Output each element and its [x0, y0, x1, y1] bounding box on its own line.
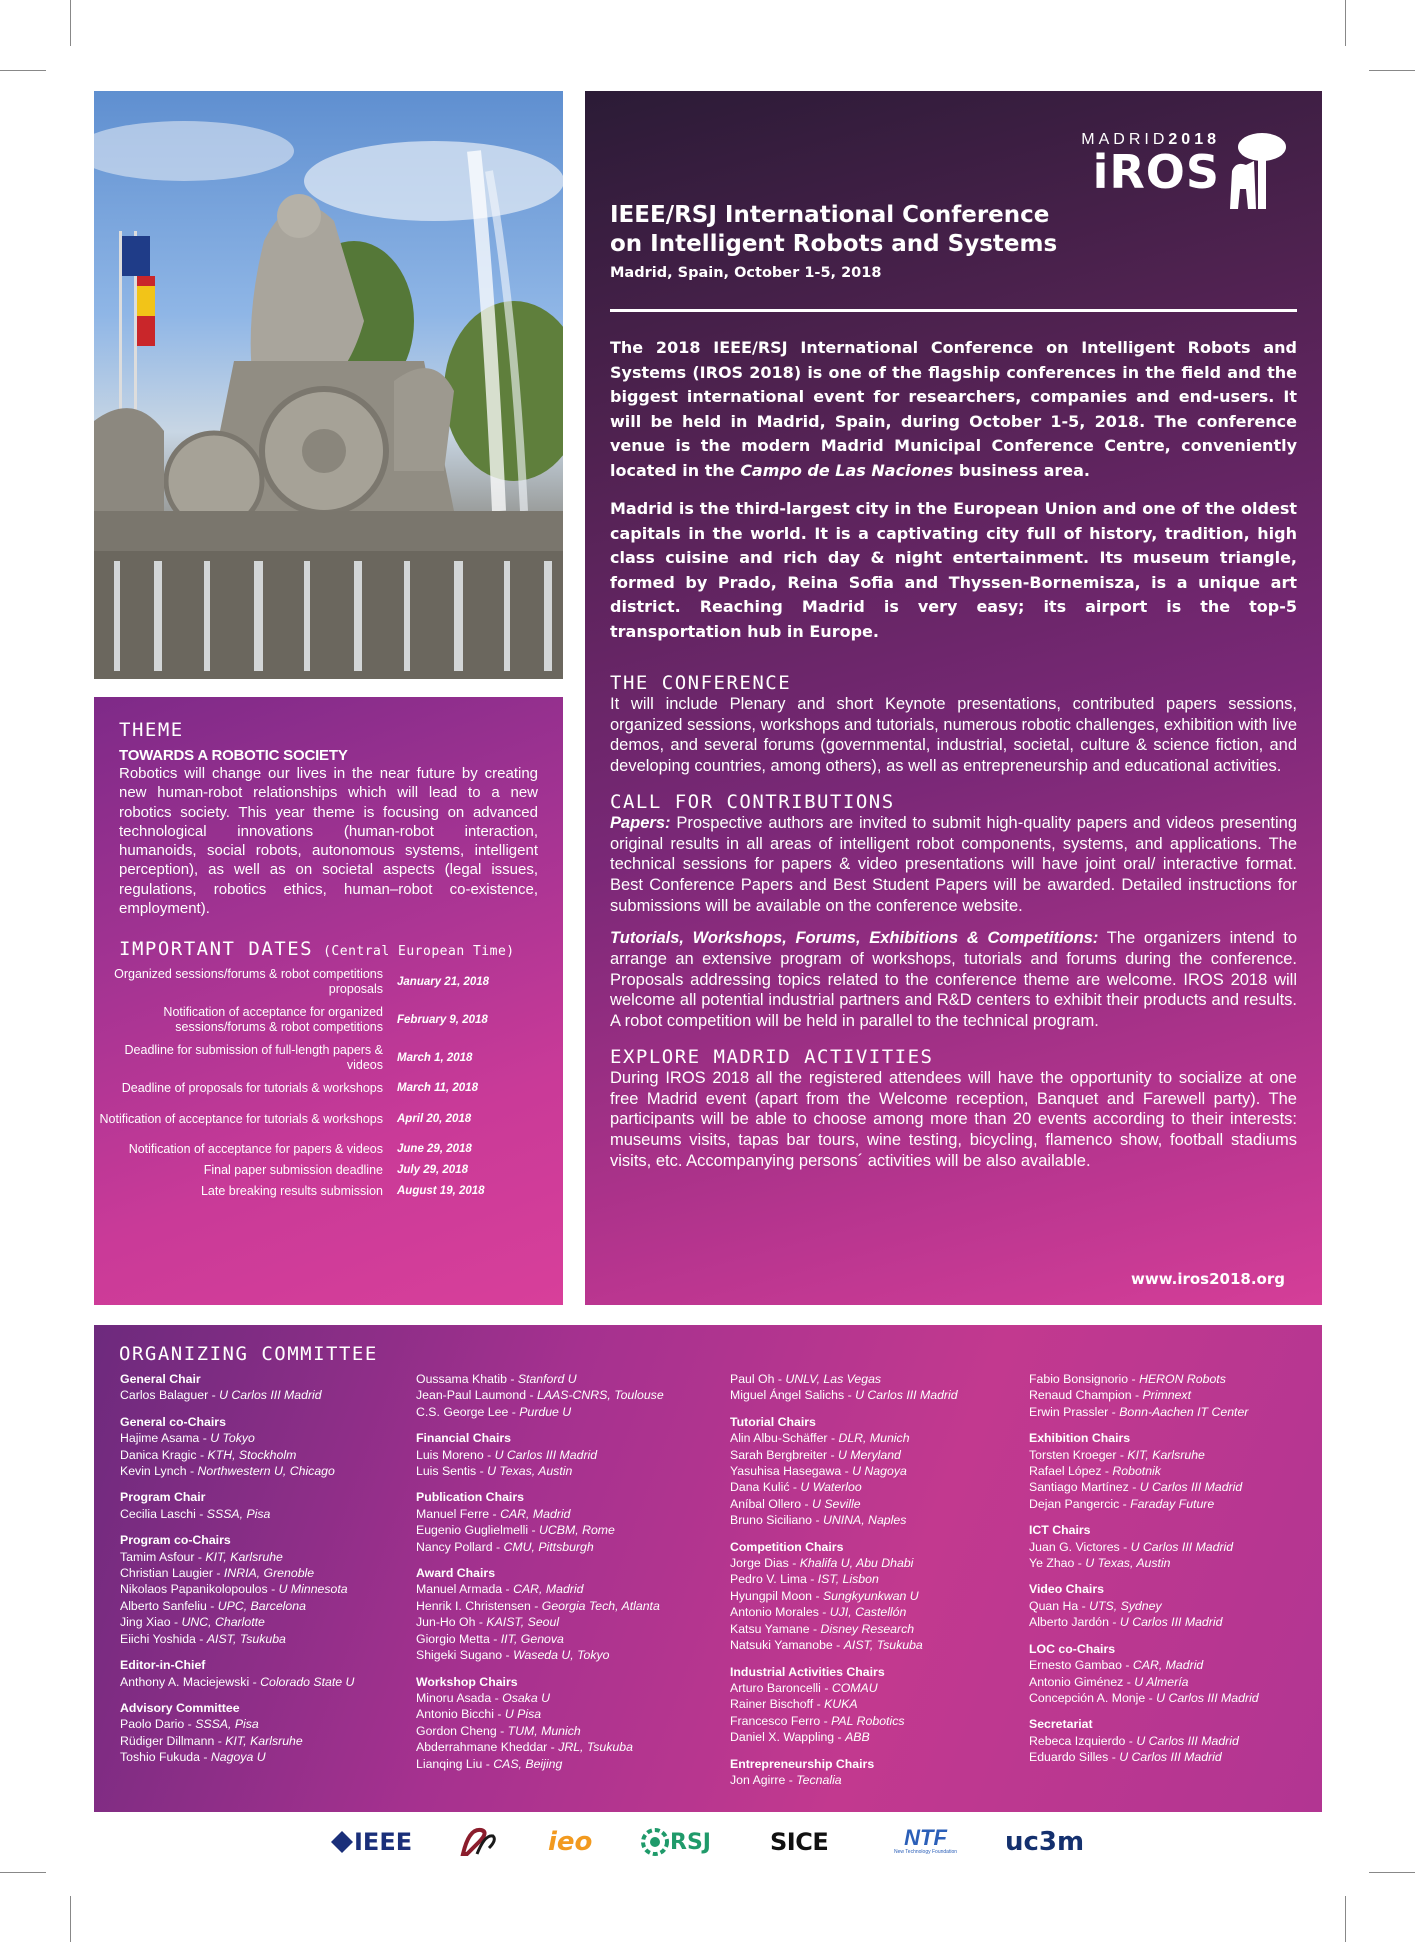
committee-member: Yasuhisa Hasegawa - U Nagoya [730, 1464, 907, 1479]
madrid-heading: EXPLORE MADRID ACTIVITIES [610, 1045, 934, 1068]
date-value: April 20, 2018 [397, 1112, 472, 1125]
crop-mark [70, 0, 71, 46]
date-value: January 21, 2018 [397, 975, 490, 988]
date-label: Deadline of proposals for tutorials & workshops [121, 1081, 383, 1096]
committee-role: General co-Chairs [120, 1414, 226, 1429]
committee-member: Toshio Fukuda - Nagoya U [120, 1750, 266, 1765]
ieee-diamond-icon [330, 1830, 354, 1854]
committee-member: Antonio Giménez - U Almería [1029, 1674, 1189, 1689]
sponsor-logos [0, 1822, 1415, 1862]
date-value: February 9, 2018 [397, 1013, 488, 1026]
date-row [94, 1183, 538, 1199]
committee-member: Eugenio Guglielmelli - UCBM, Rome [416, 1523, 615, 1538]
ntf-logo: NTF New Technology Foundation [894, 1825, 958, 1855]
committee-member: Rafael López - Robotnik [1029, 1464, 1161, 1479]
committee-member: Francesco Ferro - PAL Robotics [730, 1713, 905, 1728]
conference-heading: THE CONFERENCE [610, 672, 792, 694]
committee-role: Entrepreneurship Chairs [730, 1756, 875, 1771]
date-row [94, 1162, 538, 1178]
date-value: July 29, 2018 [397, 1164, 468, 1177]
crop-mark [0, 1872, 46, 1873]
committee-member: Alin Albu-Schäffer - DLR, Munich [730, 1431, 910, 1446]
committee-member: Fabio Bonsignorio - HERON Robots [1029, 1372, 1226, 1386]
committee-role: Financial Chairs [416, 1431, 511, 1446]
committee-member: Nikolaos Papanikolopoulos - U Minnesota [120, 1582, 348, 1597]
committee-member: Cecilia Laschi - SSSA, Pisa [120, 1506, 271, 1521]
cibeles-fountain-photo [94, 91, 563, 679]
date-row [94, 1080, 538, 1096]
crop-mark [1369, 70, 1415, 71]
committee-member: Tamim Asfour - KIT, Karlsruhe [120, 1549, 283, 1564]
ieo-logo: ieo [548, 1827, 593, 1857]
committee-member: Katsu Yamane - Disney Research [730, 1621, 915, 1636]
committee-member: Bruno Siciliano - UNINA, Naples [730, 1513, 907, 1528]
committee-member: Paul Oh - UNLV, Las Vegas [730, 1372, 882, 1386]
committee-member: Hajime Asama - U Tokyo [120, 1431, 255, 1446]
committee-role: Publication Chairs [416, 1490, 524, 1505]
committee-member: Rainer Bischoff - KUKA [730, 1697, 858, 1712]
committee-member: Dejan Pangercic - Faraday Future [1029, 1496, 1215, 1511]
logo-city: MADRID [1081, 131, 1169, 148]
ieee-logo: IEEE [330, 1822, 412, 1862]
committee-member: Eiichi Yoshida - AIST, Tsukuba [120, 1631, 286, 1646]
committee-heading: ORGANIZING COMMITTEE [119, 1343, 378, 1365]
date-label: Final paper submission deadline [203, 1163, 383, 1178]
date-label: Organized sessions/forums & robot competitions proposals [114, 967, 383, 996]
papers-paragraph: Papers: Prospective authors are invited to submit high-quality papers and videos presenting original results in all areas of intelligent robot components, systems, and applications. The technical sessions for papers & video presentations will have joint oral/ interactive format. Best Conference Papers and Best Student Papers will be awarded. Detailed instructions for submissions will be available on the conference website. [610, 813, 1297, 915]
theme-dates-panel [94, 697, 563, 1305]
date-row [94, 1103, 538, 1134]
rsj-gear-icon [640, 1827, 670, 1857]
conference-text: It will include Plenary and short Keynote presentations, contributed papers sessions, organized sessions, workshops and tutorials, numerous robotic challenges, exhibition with live demos, and several forums (governmental, industrial, societal, culture & science fiction, and developing countries, among others), as well as entrepreneurship and educational activities. [610, 695, 1297, 776]
committee-member: Danica Kragic - KTH, Stockholm [120, 1447, 297, 1462]
committee-role: Workshop Chairs [416, 1674, 518, 1689]
logo-year: 2018 [1168, 131, 1220, 148]
date-label: Notification of acceptance for tutorials & workshops [99, 1111, 383, 1126]
main-panel [585, 91, 1322, 1305]
crop-mark [1345, 0, 1346, 46]
committee-member: Antonio Bicchi - U Pisa [416, 1707, 542, 1722]
crop-mark [1345, 1896, 1346, 1942]
date-row [94, 1004, 538, 1035]
committee-member: Jon Agirre - Tecnalia [730, 1772, 842, 1787]
title-line-2: on Intelligent Robots and Systems [610, 231, 1058, 257]
intro-paragraph-1: The 2018 IEEE/RSJ International Conference on Intelligent Robots and Systems (IROS 2018) is one of the flagship conferences in the field and the biggest international event for researchers, companies and end-users. It will be held in Madrid, Spain, during October 1-5, 2018. The conference venue is the modern Madrid Municipal Conference Centre, conveniently located in the Campo de Las Naciones business area. [610, 338, 1297, 480]
committee-member: Arturo Baroncelli - COMAU [730, 1680, 878, 1695]
committee-column-1 [120, 1371, 420, 1766]
committee-member: Luis Moreno - U Carlos III Madrid [416, 1447, 598, 1462]
crop-mark [70, 1896, 71, 1942]
date-label: Notification of acceptance for organized sessions/forums & robot competitions [163, 1005, 383, 1034]
dates-timezone-note: (Central European Time) [323, 944, 515, 960]
committee-member: Torsten Kroeger - KIT, Karlsruhe [1029, 1447, 1205, 1462]
committee-member: Paolo Dario - SSSA, Pisa [120, 1717, 259, 1732]
ras-icon [459, 1824, 499, 1860]
committee-role: ICT Chairs [1029, 1523, 1091, 1538]
committee-member: Dana Kulić - U Waterloo [730, 1480, 862, 1495]
committee-member: Alberto Sanfeliu - UPC, Barcelona [120, 1598, 306, 1613]
committee-member: Ye Zhao - U Texas, Austin [1029, 1556, 1171, 1571]
committee-role: Industrial Activities Chairs [730, 1664, 885, 1679]
committee-member: Jing Xiao - UNC, Charlotte [120, 1615, 265, 1630]
committee-role: Program Chair [120, 1490, 206, 1505]
date-row [94, 1141, 538, 1157]
date-value: June 29, 2018 [397, 1143, 472, 1156]
date-value: March 1, 2018 [397, 1051, 473, 1064]
madrid-text: During IROS 2018 all the registered attendees will have the opportunity to socialize at one free Madrid event (apart from the Welcome reception, Banquet and Farewell party). The participants will be able to choose among more than 20 events according to their interests: museums visits, tapas bar tours, wine testing, bicycling, flamenco show, football stadiums visits, etc. Accompanying persons´ activities will be also available. [610, 1068, 1297, 1170]
committee-column-4 [1029, 1371, 1329, 1766]
committee-member: Ernesto Gambao - CAR, Madrid [1029, 1658, 1204, 1673]
committee-role: LOC co-Chairs [1029, 1641, 1116, 1656]
uc3m-logo: uc3m [1005, 1827, 1085, 1857]
committee-member: Jorge Dias - Khalifa U, Abu Dhabi [730, 1556, 914, 1571]
committee-role: Tutorial Chairs [730, 1414, 816, 1429]
committee-member: Natsuki Yamanobe - AIST, Tsukuba [730, 1638, 923, 1653]
committee-role: Award Chairs [416, 1566, 496, 1581]
committee-member: Henrik I. Christensen - Georgia Tech, Atlanta [416, 1598, 660, 1613]
conference-subtitle: Madrid, Spain, October 1-5, 2018 [610, 265, 882, 281]
committee-member: Manuel Armada - CAR, Madrid [416, 1582, 584, 1597]
committee-member: Gordon Cheng - TUM, Munich [416, 1723, 581, 1738]
committee-member: Lianqing Liu - CAS, Beijing [416, 1756, 563, 1771]
committee-member: Alberto Jardón - U Carlos III Madrid [1029, 1615, 1223, 1630]
bear-tree-icon [1224, 131, 1294, 211]
committee-member: Minoru Asada - Osaka U [416, 1690, 550, 1705]
crop-mark [0, 70, 46, 71]
committee-member: Giorgio Metta - IIT, Genova [416, 1631, 564, 1646]
rsj-logo: RSJ [640, 1822, 711, 1862]
committee-member: Rebeca Izquierdo - U Carlos III Madrid [1029, 1733, 1239, 1748]
committee-role: Exhibition Chairs [1029, 1431, 1131, 1446]
committee-role: Competition Chairs [730, 1539, 844, 1554]
committee-member: Santiago Martínez - U Carlos III Madrid [1029, 1480, 1243, 1495]
date-label: Deadline for submission of full-length papers & videos [124, 1043, 383, 1072]
dates-list [99, 966, 538, 1199]
dates-heading: IMPORTANT DATES [119, 938, 314, 961]
committee-member: Renaud Champion - Primnext [1029, 1388, 1191, 1403]
date-label: Notification of acceptance for papers & videos [128, 1142, 383, 1157]
committee-member: Erwin Prassler - Bonn-Aachen IT Center [1029, 1404, 1249, 1419]
committee-member: Kevin Lynch - Northwestern U, Chicago [120, 1464, 335, 1479]
logo-name: iROS [1092, 145, 1220, 199]
committee-member: Carlos Balaguer - U Carlos III Madrid [120, 1388, 322, 1403]
committee-member: Eduardo Silles - U Carlos III Madrid [1029, 1750, 1222, 1765]
title-line-1: IEEE/RSJ International Conference [610, 202, 1050, 228]
committee-member: Aníbal Ollero - U Seville [730, 1496, 861, 1511]
intro-paragraph-2: Madrid is the third-largest city in the European Union and one of the oldest capitals in the world. It is a captivating city full of history, tradition, high class cuisine and rich day & night entertainment. Its museum triangle, formed by Prado, Reina Sofia and Thyssen-Bornemisza, is a unique art district. Reaching Madrid is very easy; its airport is the top-5 transportation hub in Europe. [610, 499, 1297, 641]
committee-role: Program co-Chairs [120, 1533, 231, 1548]
iros-logo [1081, 131, 1294, 211]
date-label: Late breaking results submission [200, 1184, 383, 1199]
committee-member: Abderrahmane Kheddar - JRL, Tsukuba [416, 1740, 633, 1755]
date-row [94, 966, 538, 997]
committee-member: Jean-Paul Laumond - LAAS-CNRS, Toulouse [416, 1388, 664, 1403]
campo-naciones-em: Campo de Las Naciones [740, 460, 954, 480]
committee-member: Nancy Pollard - CMU, Pittsburgh [416, 1539, 594, 1554]
committee-role: Editor-in-Chief [120, 1658, 206, 1673]
committee-role: Secretariat [1029, 1717, 1093, 1732]
date-value: March 11, 2018 [397, 1082, 478, 1095]
organizing-committee-panel [94, 1325, 1322, 1812]
committee-member: Manuel Ferre - CAR, Madrid [416, 1506, 571, 1521]
committee-column-3 [730, 1371, 1030, 1788]
committee-member: Miguel Ángel Salichs - U Carlos III Madrid [730, 1388, 958, 1403]
committee-member: Concepción A. Monje - U Carlos III Madrid [1029, 1690, 1259, 1705]
committee-member: Daniel X. Wappling - ABB [730, 1730, 870, 1745]
theme-text: Robotics will change our lives in the near future by creating new human-robot relationships which will lead to a new robotics society. This year theme is focusing on advanced technological innovations (human-robot interaction, humanoids, social robots, autonomous systems, intelligent perception), as well as on societal aspects (legal issues, regulations, robotics ethics, human–robot co-existence, employment). [119, 765, 538, 918]
committee-member: Pedro V. Lima - IST, Lisbon [730, 1572, 879, 1587]
committee-role: Video Chairs [1029, 1582, 1104, 1597]
theme-subheading: TOWARDS A ROBOTIC SOCIETY [119, 747, 348, 764]
committee-member: Rüdiger Dillmann - KIT, Karlsruhe [120, 1733, 303, 1748]
website-link[interactable]: www.iros2018.org [1131, 1270, 1285, 1288]
committee-member: Shigeki Sugano - Waseda U, Tokyo [416, 1648, 610, 1663]
date-value: August 19, 2018 [397, 1185, 485, 1198]
sice-logo: SICE [770, 1828, 829, 1856]
committee-member: Anthony A. Maciejewski - Colorado State U [120, 1674, 355, 1689]
committee-member: Juan G. Victores - U Carlos III Madrid [1029, 1539, 1234, 1554]
committee-member: Sarah Bergbreiter - U Meryland [730, 1447, 901, 1462]
tutorials-label: Tutorials, Workshops, Forums, Exhibitions & Competitions: [610, 929, 1099, 948]
ras-logo [459, 1822, 499, 1862]
papers-label: Papers: [610, 813, 671, 832]
committee-member: Luis Sentis - U Texas, Austin [416, 1464, 573, 1479]
committee-member: Oussama Khatib - Stanford U [416, 1372, 577, 1386]
crop-mark [1369, 1872, 1415, 1873]
committee-role: General Chair [120, 1372, 201, 1386]
theme-heading: THEME [119, 719, 184, 741]
committee-member: Jun-Ho Oh - KAIST, Seoul [416, 1615, 560, 1630]
contributions-heading: CALL FOR CONTRIBUTIONS [610, 790, 895, 813]
committee-member: C.S. George Lee - Purdue U [416, 1404, 572, 1419]
committee-member: Quan Ha - UTS, Sydney [1029, 1598, 1162, 1613]
committee-column-2 [416, 1371, 716, 1772]
committee-role: Advisory Committee [120, 1700, 240, 1715]
committee-member: Hyungpil Moon - Sungkyunkwan U [730, 1588, 919, 1603]
divider [610, 309, 1297, 312]
date-row [94, 1042, 538, 1073]
tutorials-paragraph: Tutorials, Workshops, Forums, Exhibitions & Competitions: The organizers intend to arrange an extensive program of workshops, tutorials and forums during the conference. Proposals addressing topics related to the conference theme are welcome. IROS 2018 will welcome all potential industrial partners and R&D centers to exhibit their products and results. A robot competition will be held in parallel to the technical program. [610, 929, 1297, 1031]
committee-member: Antonio Morales - UJI, Castellón [730, 1605, 907, 1620]
committee-member: Christian Laugier - INRIA, Grenoble [120, 1566, 315, 1581]
